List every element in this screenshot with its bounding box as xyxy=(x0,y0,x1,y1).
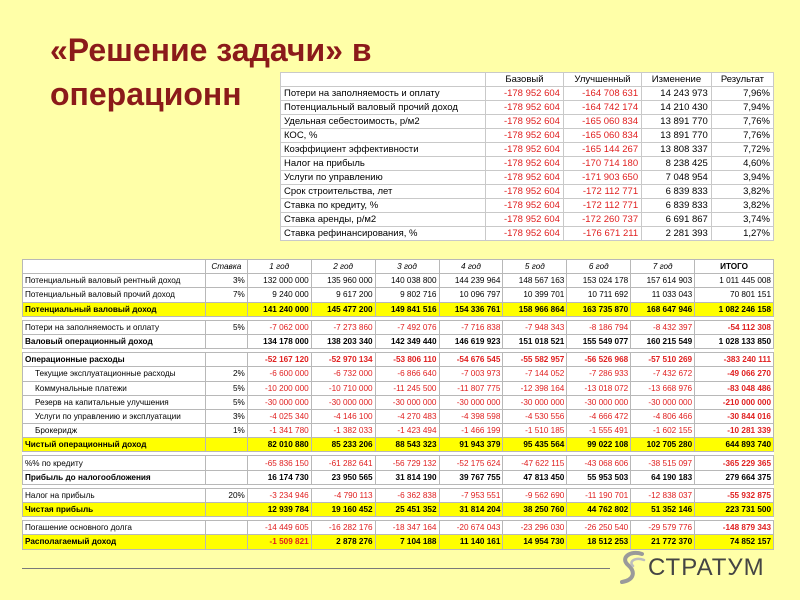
rate-cell xyxy=(205,503,247,517)
value-cell: 91 943 379 xyxy=(439,438,503,452)
cashflow-header: ИТОГО xyxy=(695,260,774,274)
value-cell: 146 619 923 xyxy=(439,334,503,348)
value-cell: -6 866 640 xyxy=(375,367,439,381)
row-label: Потери на заполняемость и оплату xyxy=(23,320,206,334)
cashflow-row xyxy=(23,274,774,288)
sensitivity-row xyxy=(281,129,774,143)
value-cell: -7 144 052 xyxy=(503,367,567,381)
value-cell: -7 492 076 xyxy=(375,320,439,334)
stratum-logo xyxy=(614,548,765,588)
value-cell: -7 062 000 xyxy=(247,320,311,334)
sensitivity-cell: -178 952 604 xyxy=(486,115,564,129)
value-cell: -11 245 500 xyxy=(375,381,439,395)
total-cell: 70 801 151 xyxy=(695,288,774,302)
value-cell: -1 423 494 xyxy=(375,424,439,438)
value-cell: -4 025 340 xyxy=(247,409,311,423)
value-cell: 9 802 716 xyxy=(375,288,439,302)
value-cell: 21 772 370 xyxy=(631,535,695,549)
sensitivity-row xyxy=(281,157,774,171)
rate-cell: 2% xyxy=(205,367,247,381)
value-cell: 168 647 946 xyxy=(631,302,695,316)
total-cell: 1 028 133 850 xyxy=(695,334,774,348)
sensitivity-cell: -178 952 604 xyxy=(486,185,564,199)
value-cell: -1 466 199 xyxy=(439,424,503,438)
value-cell: -16 282 176 xyxy=(311,521,375,535)
row-label: Резерв на капитальные улучшения xyxy=(23,395,206,409)
value-cell: -6 362 838 xyxy=(375,488,439,502)
value-cell: -7 716 838 xyxy=(439,320,503,334)
cashflow-row xyxy=(23,334,774,348)
value-cell: -38 515 097 xyxy=(631,456,695,470)
cashflow-header: 1 год xyxy=(247,260,311,274)
value-cell: -12 838 037 xyxy=(631,488,695,502)
value-cell: 85 233 206 xyxy=(311,438,375,452)
sensitivity-cell: 14 243 973 xyxy=(642,87,712,101)
rate-cell: 3% xyxy=(205,274,247,288)
value-cell: -7 953 551 xyxy=(439,488,503,502)
value-cell: -52 175 624 xyxy=(439,456,503,470)
row-label: Потенциальный валовый прочий доход xyxy=(23,288,206,302)
sensitivity-cell: 2 281 393 xyxy=(642,227,712,241)
value-cell: -4 806 466 xyxy=(631,409,695,423)
value-cell: -12 398 164 xyxy=(503,381,567,395)
value-cell: -4 270 483 xyxy=(375,409,439,423)
value-cell: -1 382 033 xyxy=(311,424,375,438)
sensitivity-label: Потери на заполняемость и оплату xyxy=(281,87,486,101)
sensitivity-cell: 13 808 337 xyxy=(642,143,712,157)
value-cell: -26 250 540 xyxy=(567,521,631,535)
value-cell: -3 234 946 xyxy=(247,488,311,502)
row-label: Прибыль до налогообложения xyxy=(23,470,206,484)
sensitivity-header-row xyxy=(281,73,774,87)
value-cell: -13 018 072 xyxy=(567,381,631,395)
rate-cell xyxy=(205,353,247,367)
value-cell: 153 024 178 xyxy=(567,274,631,288)
total-cell: 644 893 740 xyxy=(695,438,774,452)
value-cell: -7 003 973 xyxy=(439,367,503,381)
cashflow-row xyxy=(23,521,774,535)
total-cell: -148 879 343 xyxy=(695,521,774,535)
total-cell: 279 664 375 xyxy=(695,470,774,484)
value-cell: 10 711 692 xyxy=(567,288,631,302)
sensitivity-row xyxy=(281,213,774,227)
value-cell: 14 954 730 xyxy=(503,535,567,549)
sensitivity-label: Удельная себестоимость, р/м2 xyxy=(281,115,486,129)
sensitivity-cell: -178 952 604 xyxy=(486,157,564,171)
value-cell: 11 140 161 xyxy=(439,535,503,549)
value-cell: 154 336 761 xyxy=(439,302,503,316)
value-cell: -10 710 000 xyxy=(311,381,375,395)
value-cell: 38 250 760 xyxy=(503,503,567,517)
value-cell: 47 813 450 xyxy=(503,470,567,484)
value-cell: 23 950 565 xyxy=(311,470,375,484)
value-cell: -30 000 000 xyxy=(631,395,695,409)
value-cell: -4 530 556 xyxy=(503,409,567,423)
value-cell: 44 762 802 xyxy=(567,503,631,517)
cashflow-header: 6 год xyxy=(567,260,631,274)
value-cell: 9 617 200 xyxy=(311,288,375,302)
sensitivity-cell: 3,82% xyxy=(711,185,773,199)
value-cell: 51 352 146 xyxy=(631,503,695,517)
sensitivity-cell: -165 060 834 xyxy=(563,115,641,129)
value-cell: -4 398 598 xyxy=(439,409,503,423)
sensitivity-cell: 4,60% xyxy=(711,157,773,171)
value-cell: 138 203 340 xyxy=(311,334,375,348)
row-label: Операционные расходы xyxy=(23,353,206,367)
sensitivity-cell: 13 891 770 xyxy=(642,115,712,129)
row-label: Чистый операционный доход xyxy=(23,438,206,452)
sensitivity-header xyxy=(281,73,486,87)
cashflow-header: 7 год xyxy=(631,260,695,274)
rate-cell: 5% xyxy=(205,381,247,395)
value-cell: 31 814 204 xyxy=(439,503,503,517)
value-cell: -7 432 672 xyxy=(631,367,695,381)
sensitivity-cell: 3,82% xyxy=(711,199,773,213)
value-cell: -29 579 776 xyxy=(631,521,695,535)
sensitivity-cell: 8 238 425 xyxy=(642,157,712,171)
value-cell: -30 000 000 xyxy=(247,395,311,409)
value-cell: 88 543 323 xyxy=(375,438,439,452)
value-cell: 132 000 000 xyxy=(247,274,311,288)
cashflow-header: Ставка xyxy=(205,260,247,274)
sensitivity-cell: 3,94% xyxy=(711,171,773,185)
value-cell: -65 836 150 xyxy=(247,456,311,470)
row-label: Потенциальный валовый доход xyxy=(23,302,206,316)
sensitivity-cell: -165 060 834 xyxy=(563,129,641,143)
rate-cell xyxy=(205,535,247,549)
value-cell: -4 790 113 xyxy=(311,488,375,502)
sensitivity-cell: -178 952 604 xyxy=(486,199,564,213)
sensitivity-cell: -178 952 604 xyxy=(486,171,564,185)
cashflow-row xyxy=(23,535,774,549)
cashflow-row xyxy=(23,488,774,502)
value-cell: -30 000 000 xyxy=(311,395,375,409)
value-cell: 102 705 280 xyxy=(631,438,695,452)
sensitivity-cell: 6 839 833 xyxy=(642,199,712,213)
value-cell: -1 509 821 xyxy=(247,535,311,549)
sensitivity-cell: -178 952 604 xyxy=(486,227,564,241)
rate-cell xyxy=(205,334,247,348)
cashflow-row xyxy=(23,503,774,517)
sensitivity-cell: 1,27% xyxy=(711,227,773,241)
sensitivity-cell: -172 112 771 xyxy=(563,185,641,199)
cashflow-row xyxy=(23,302,774,316)
value-cell: 158 966 864 xyxy=(503,302,567,316)
sensitivity-header: Базовый xyxy=(486,73,564,87)
value-cell: 10 096 797 xyxy=(439,288,503,302)
row-label: Располагаемый доход xyxy=(23,535,206,549)
sensitivity-cell: -172 260 737 xyxy=(563,213,641,227)
value-cell: -9 562 690 xyxy=(503,488,567,502)
cashflow-header-row xyxy=(23,260,774,274)
row-label: %% по кредиту xyxy=(23,456,206,470)
sensitivity-label: Налог на прибыль xyxy=(281,157,486,171)
value-cell: 2 878 276 xyxy=(311,535,375,549)
total-cell: -55 932 875 xyxy=(695,488,774,502)
value-cell: 134 178 000 xyxy=(247,334,311,348)
sensitivity-row xyxy=(281,227,774,241)
value-cell: -8 432 397 xyxy=(631,320,695,334)
rate-cell: 5% xyxy=(205,320,247,334)
value-cell: -43 068 606 xyxy=(567,456,631,470)
cashflow-header: 4 год xyxy=(439,260,503,274)
sensitivity-cell: -170 714 180 xyxy=(563,157,641,171)
sensitivity-header: Улучшенный xyxy=(563,73,641,87)
total-cell: 74 852 157 xyxy=(695,535,774,549)
value-cell: 140 038 800 xyxy=(375,274,439,288)
cashflow-header: 3 год xyxy=(375,260,439,274)
value-cell: -18 347 164 xyxy=(375,521,439,535)
value-cell: 157 614 903 xyxy=(631,274,695,288)
footer-divider xyxy=(22,568,610,569)
sensitivity-row xyxy=(281,87,774,101)
value-cell: 10 399 701 xyxy=(503,288,567,302)
value-cell: -56 729 132 xyxy=(375,456,439,470)
value-cell: -47 622 115 xyxy=(503,456,567,470)
value-cell: 18 512 253 xyxy=(567,535,631,549)
value-cell: -7 948 343 xyxy=(503,320,567,334)
cashflow-row xyxy=(23,424,774,438)
value-cell: -1 341 780 xyxy=(247,424,311,438)
cashflow-row xyxy=(23,438,774,452)
sensitivity-row xyxy=(281,115,774,129)
sensitivity-cell: -165 144 267 xyxy=(563,143,641,157)
value-cell: -61 282 641 xyxy=(311,456,375,470)
cashflow-header xyxy=(23,260,206,274)
total-cell: -30 844 016 xyxy=(695,409,774,423)
sensitivity-cell: 6 839 833 xyxy=(642,185,712,199)
value-cell: 99 022 108 xyxy=(567,438,631,452)
value-cell: 155 549 077 xyxy=(567,334,631,348)
value-cell: 151 018 521 xyxy=(503,334,567,348)
rate-cell: 5% xyxy=(205,395,247,409)
value-cell: 95 435 564 xyxy=(503,438,567,452)
sensitivity-cell: 7,96% xyxy=(711,87,773,101)
value-cell: 149 841 516 xyxy=(375,302,439,316)
value-cell: -14 449 605 xyxy=(247,521,311,535)
total-cell: 223 731 500 xyxy=(695,503,774,517)
cashflow-header: 2 год xyxy=(311,260,375,274)
row-label: Услуги по управлению и эксплуатации xyxy=(23,409,206,423)
value-cell: -53 806 110 xyxy=(375,353,439,367)
value-cell: 7 104 188 xyxy=(375,535,439,549)
value-cell: -20 674 043 xyxy=(439,521,503,535)
value-cell: -1 602 155 xyxy=(631,424,695,438)
value-cell: -54 676 545 xyxy=(439,353,503,367)
cashflow-row xyxy=(23,409,774,423)
sensitivity-cell: 6 691 867 xyxy=(642,213,712,227)
sensitivity-cell: -178 952 604 xyxy=(486,213,564,227)
total-cell: 1 011 445 008 xyxy=(695,274,774,288)
value-cell: -30 000 000 xyxy=(439,395,503,409)
rate-cell: 1% xyxy=(205,424,247,438)
logo-text: СТРАТУМ xyxy=(648,554,765,581)
value-cell: 142 349 440 xyxy=(375,334,439,348)
row-label: Потенциальный валовый рентный доход xyxy=(23,274,206,288)
rate-cell: 20% xyxy=(205,488,247,502)
sensitivity-row xyxy=(281,171,774,185)
value-cell: -4 666 472 xyxy=(567,409,631,423)
value-cell: -11 190 701 xyxy=(567,488,631,502)
value-cell: -6 732 000 xyxy=(311,367,375,381)
value-cell: 31 814 190 xyxy=(375,470,439,484)
value-cell: -30 000 000 xyxy=(567,395,631,409)
cashflow-header: 5 год xyxy=(503,260,567,274)
value-cell: 12 939 784 xyxy=(247,503,311,517)
value-cell: 160 215 549 xyxy=(631,334,695,348)
total-cell: -49 066 270 xyxy=(695,367,774,381)
sensitivity-label: Ставка аренды, р/м2 xyxy=(281,213,486,227)
value-cell: -4 146 100 xyxy=(311,409,375,423)
value-cell: -8 186 794 xyxy=(567,320,631,334)
row-label: Текущие эксплуатационные расходы xyxy=(23,367,206,381)
row-label: Чистая прибыль xyxy=(23,503,206,517)
sensitivity-cell: 3,74% xyxy=(711,213,773,227)
sensitivity-cell: 14 210 430 xyxy=(642,101,712,115)
value-cell: -1 555 491 xyxy=(567,424,631,438)
rate-cell: 3% xyxy=(205,409,247,423)
value-cell: 64 190 183 xyxy=(631,470,695,484)
cashflow-row xyxy=(23,381,774,395)
sensitivity-cell: -171 903 650 xyxy=(563,171,641,185)
value-cell: -30 000 000 xyxy=(503,395,567,409)
sensitivity-header: Изменение xyxy=(642,73,712,87)
row-label: Валовый операционный доход xyxy=(23,334,206,348)
value-cell: 148 567 163 xyxy=(503,274,567,288)
row-label: Брокеридж xyxy=(23,424,206,438)
stratum-logo-icon xyxy=(614,548,650,588)
cashflow-row xyxy=(23,320,774,334)
value-cell: 135 960 000 xyxy=(311,274,375,288)
rate-cell xyxy=(205,438,247,452)
rate-cell xyxy=(205,470,247,484)
rate-cell: 7% xyxy=(205,288,247,302)
sensitivity-label: Услуги по управлению xyxy=(281,171,486,185)
value-cell: -52 970 134 xyxy=(311,353,375,367)
sensitivity-row xyxy=(281,199,774,213)
value-cell: 163 735 870 xyxy=(567,302,631,316)
sensitivity-row xyxy=(281,185,774,199)
total-cell: 1 082 246 158 xyxy=(695,302,774,316)
cashflow-row xyxy=(23,456,774,470)
value-cell: -11 807 775 xyxy=(439,381,503,395)
value-cell: 145 477 200 xyxy=(311,302,375,316)
slide-title: «Решение задачи» в операционн xyxy=(50,32,372,112)
total-cell: -383 240 111 xyxy=(695,353,774,367)
rate-cell xyxy=(205,302,247,316)
value-cell: 19 160 452 xyxy=(311,503,375,517)
sensitivity-label: КОС, % xyxy=(281,129,486,143)
value-cell: 9 240 000 xyxy=(247,288,311,302)
total-cell: -210 000 000 xyxy=(695,395,774,409)
total-cell: -54 112 308 xyxy=(695,320,774,334)
sensitivity-cell: -178 952 604 xyxy=(486,87,564,101)
rate-cell xyxy=(205,521,247,535)
value-cell: 141 240 000 xyxy=(247,302,311,316)
sensitivity-label: Ставка по кредиту, % xyxy=(281,199,486,213)
value-cell: -7 286 933 xyxy=(567,367,631,381)
cashflow-row xyxy=(23,367,774,381)
sensitivity-cell: -178 952 604 xyxy=(486,143,564,157)
cashflow-row xyxy=(23,288,774,302)
sensitivity-row xyxy=(281,143,774,157)
value-cell: 144 239 964 xyxy=(439,274,503,288)
value-cell: -55 582 957 xyxy=(503,353,567,367)
sensitivity-header: Результат xyxy=(711,73,773,87)
value-cell: -52 167 120 xyxy=(247,353,311,367)
sensitivity-label: Коэффициент эффективности xyxy=(281,143,486,157)
sensitivity-cell: 7,94% xyxy=(711,101,773,115)
sensitivity-cell: -164 708 631 xyxy=(563,87,641,101)
sensitivity-cell: -178 952 604 xyxy=(486,129,564,143)
sensitivity-cell: -176 671 211 xyxy=(563,227,641,241)
value-cell: 82 010 880 xyxy=(247,438,311,452)
value-cell: -23 296 030 xyxy=(503,521,567,535)
total-cell: -365 229 365 xyxy=(695,456,774,470)
sensitivity-cell: 13 891 770 xyxy=(642,129,712,143)
value-cell: 11 033 043 xyxy=(631,288,695,302)
sensitivity-cell: 7 048 954 xyxy=(642,171,712,185)
sensitivity-cell: -172 112 771 xyxy=(563,199,641,213)
value-cell: 55 953 503 xyxy=(567,470,631,484)
sensitivity-label: Срок строительства, лет xyxy=(281,185,486,199)
value-cell: 39 767 755 xyxy=(439,470,503,484)
value-cell: 16 174 730 xyxy=(247,470,311,484)
cashflow-row xyxy=(23,353,774,367)
total-cell: -83 048 486 xyxy=(695,381,774,395)
sensitivity-cell: 7,72% xyxy=(711,143,773,157)
value-cell: -56 526 968 xyxy=(567,353,631,367)
sensitivity-label: Потенциальный валовый прочий доход xyxy=(281,101,486,115)
value-cell: -10 200 000 xyxy=(247,381,311,395)
sensitivity-cell: -164 742 174 xyxy=(563,101,641,115)
sensitivity-row xyxy=(281,101,774,115)
row-label: Коммунальные платежи xyxy=(23,381,206,395)
sensitivity-cell: -178 952 604 xyxy=(486,101,564,115)
value-cell: -1 510 185 xyxy=(503,424,567,438)
sensitivity-cell: 7,76% xyxy=(711,129,773,143)
sensitivity-table xyxy=(280,72,774,241)
value-cell: -30 000 000 xyxy=(375,395,439,409)
value-cell: -13 668 976 xyxy=(631,381,695,395)
cashflow-table xyxy=(22,259,774,550)
rate-cell xyxy=(205,456,247,470)
value-cell: -6 600 000 xyxy=(247,367,311,381)
row-label: Налог на прибыль xyxy=(23,488,206,502)
value-cell: 25 451 352 xyxy=(375,503,439,517)
value-cell: -7 273 860 xyxy=(311,320,375,334)
cashflow-row xyxy=(23,395,774,409)
value-cell: -57 510 269 xyxy=(631,353,695,367)
sensitivity-cell: 7,76% xyxy=(711,115,773,129)
total-cell: -10 281 339 xyxy=(695,424,774,438)
row-label: Погашение основного долга xyxy=(23,521,206,535)
sensitivity-label: Ставка рефинансирования, % xyxy=(281,227,486,241)
cashflow-row xyxy=(23,470,774,484)
